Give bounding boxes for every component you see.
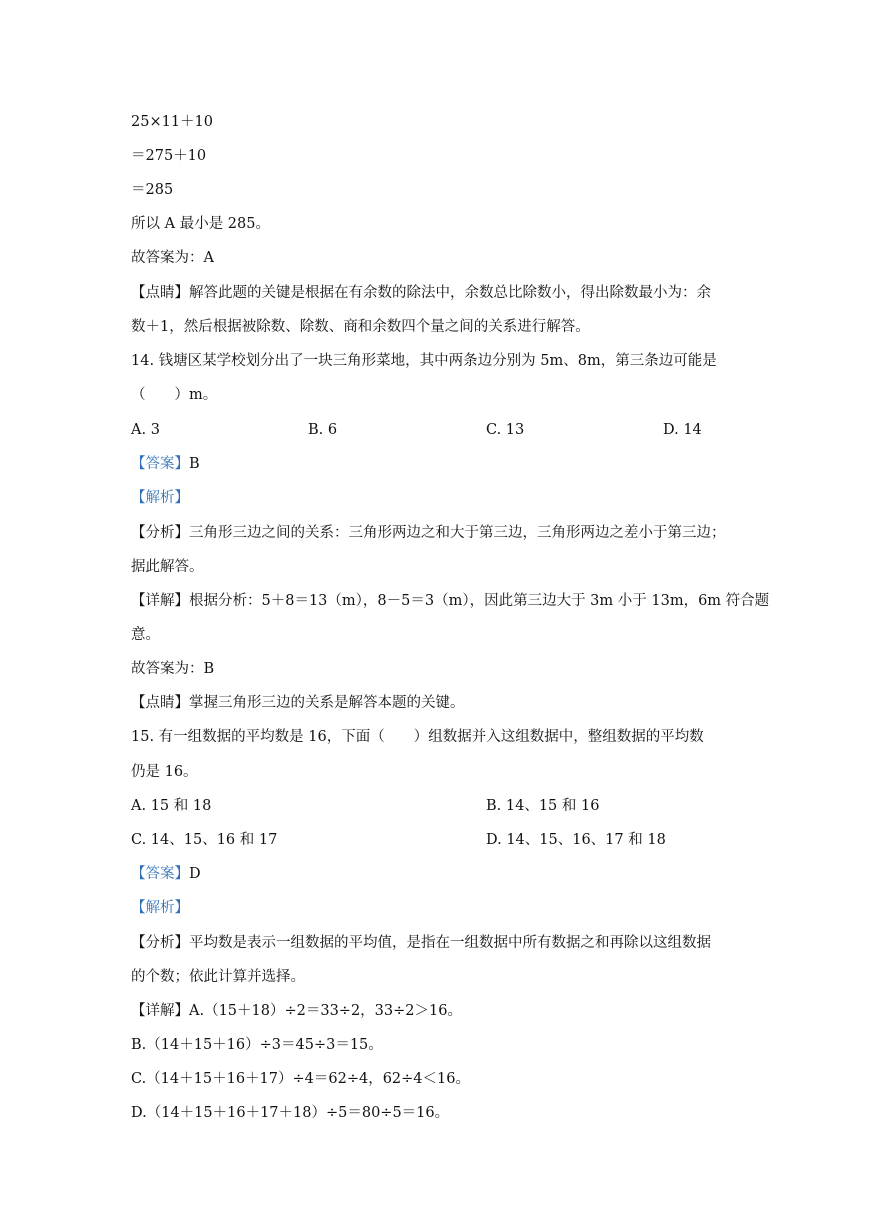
q15-option-a: A. 15 和 18: [131, 798, 212, 814]
q14-fenxi-line-2: 据此解答。: [131, 559, 204, 575]
calc-line-3: ＝285: [131, 182, 174, 198]
q15-answer-value: D: [189, 866, 201, 882]
q14-answer: [131, 454, 200, 474]
calc-line-2: ＝275＋10: [131, 148, 207, 164]
q14-option-d: D. 14: [663, 422, 702, 438]
q14-stem-line-1: 14. 钱塘区某学校划分出了一块三角形菜地，其中两条边分别为 5m、8m，第三条边可能是: [131, 353, 717, 369]
q15-option-c: C. 14、15、16 和 17: [131, 832, 278, 848]
q14-fenxi-line-1: 【分析】三角形三边之间的关系：三角形两边之和大于第三边，三角形两边之差小于第三边；: [131, 525, 726, 541]
q14-option-b: B. 6: [308, 422, 338, 438]
q14-answer-value: B: [189, 456, 200, 472]
answer-line: 故答案为：A: [131, 250, 214, 266]
q15-stem-line-2: 仍是 16。: [131, 764, 198, 780]
q15-detail-line-3: C.（14＋15＋16＋17）÷4＝62÷4，62÷4＜16。: [131, 1071, 470, 1087]
q14-option-a: A. 3: [131, 422, 160, 438]
q15-detail-line-1: 【详解】A.（15＋18）÷2＝33÷2，33÷2＞16。: [131, 1003, 462, 1019]
q15-stem-line-1: 15. 有一组数据的平均数是 16，下面（ ）组数据并入这组数据中，整组数据的平均数: [131, 729, 704, 745]
dianjing-line-2: 数＋1，然后根据被除数、除数、商和余数四个量之间的关系进行解答。: [131, 319, 590, 335]
dianjing-line-1: 【点睛】解答此题的关键是根据在有余数的除法中，余数总比除数小，得出除数最小为：余: [131, 285, 711, 301]
conclusion-line: 所以 A 最小是 285。: [131, 216, 270, 232]
q15-detail-line-2: B.（14＋15＋16）÷3＝45÷3＝15。: [131, 1037, 383, 1053]
q15-option-d: D. 14、15、16、17 和 18: [486, 832, 666, 848]
q14-detail-line-2: 意。: [131, 627, 160, 643]
q14-answer-tag: 【答案】: [131, 456, 189, 472]
q14-conclusion: 故答案为：B: [131, 661, 215, 677]
q14-dianjing: 【点睛】掌握三角形三边的关系是解答本题的关键。: [131, 695, 465, 711]
q15-answer: [131, 864, 201, 884]
q15-fenxi-line-1: 【分析】平均数是表示一组数据的平均值，是指在一组数据中所有数据之和再除以这组数据: [131, 935, 711, 951]
calc-line-1: 25×11＋10: [131, 114, 214, 130]
q15-option-b: B. 14、15 和 16: [486, 798, 600, 814]
q15-detail-line-4: D.（14＋15＋16＋17＋18）÷5＝80÷5＝16。: [131, 1105, 450, 1121]
q14-stem-line-2: （ ）m。: [131, 387, 218, 403]
q14-analysis-tag: 【解析】: [131, 490, 189, 506]
q14-option-c: C. 13: [486, 422, 525, 438]
q14-detail-line-1: 【详解】根据分析：5＋8＝13（m），8－5＝3（m），因此第三边大于 3m 小于 13m，6m 符合题: [131, 593, 770, 609]
q15-answer-tag: 【答案】: [131, 866, 189, 882]
q15-analysis-tag: 【解析】: [131, 900, 189, 916]
q15-fenxi-line-2: 的个数；依此计算并选择。: [131, 969, 305, 985]
